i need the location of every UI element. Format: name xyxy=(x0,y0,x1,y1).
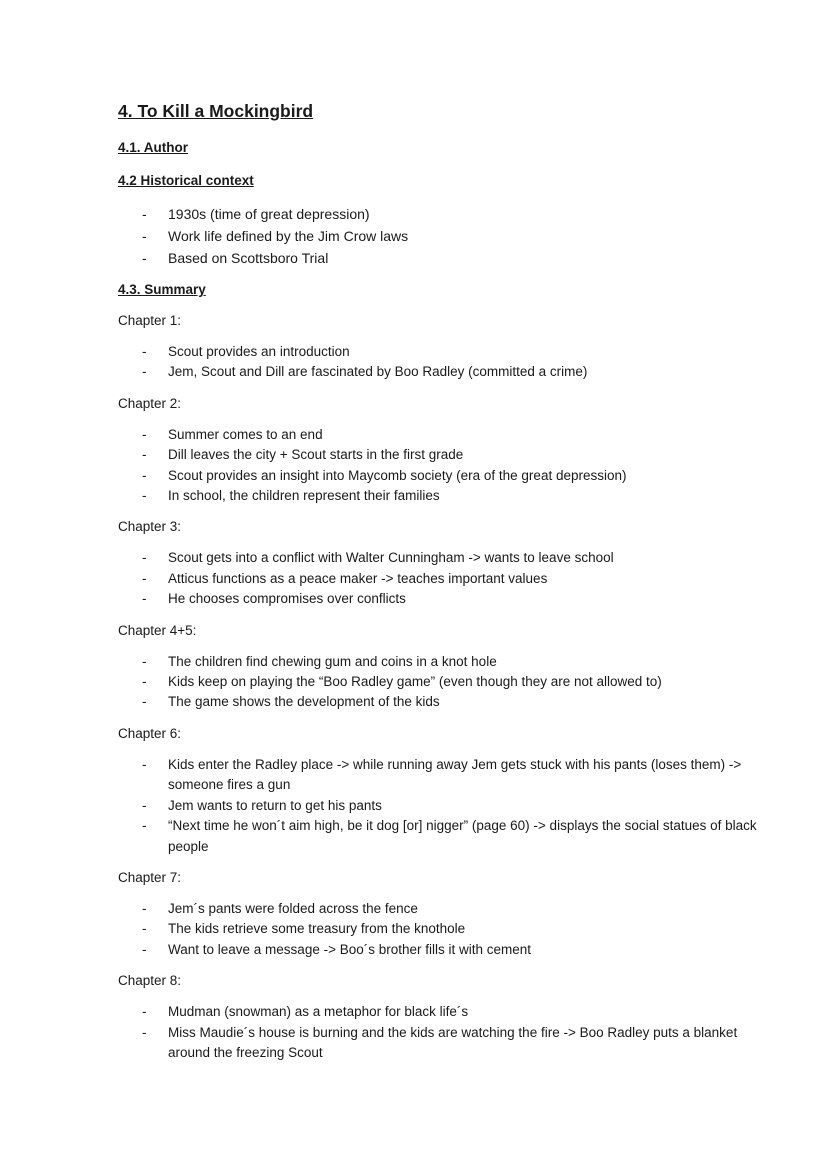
chapter-list xyxy=(118,755,768,857)
list-item: - Summer comes to an end xyxy=(118,425,768,445)
list-item: - 1930s (time of great depression) xyxy=(118,203,768,225)
list-item: - Dill leaves the city + Scout starts in the first grade xyxy=(118,445,768,465)
list-item: - Work life defined by the Jim Crow laws xyxy=(118,225,768,247)
list-item: - Jem wants to return to get his pants xyxy=(118,796,768,816)
chapter-heading: Chapter 3: xyxy=(118,519,182,535)
list-item: - Miss Maudie´s house is burning and the kids are watching the fire -> Boo Radley puts a blanket around the freezing Scout xyxy=(118,1023,768,1064)
chapter-list xyxy=(118,652,768,713)
chapter-heading: Chapter 2: xyxy=(118,395,182,411)
list-item: - Scout provides an insight into Maycomb society (era of the great depression) xyxy=(118,466,768,486)
list-item: - The kids retrieve some treasury from the knothole xyxy=(118,919,768,939)
list-item: - Scout gets into a conflict with Walter Cunningham -> wants to leave school xyxy=(118,548,768,568)
list-item: - Mudman (snowman) as a metaphor for black life´s xyxy=(118,1002,768,1022)
section-heading-historical-context: 4.2 Historical context xyxy=(118,173,254,188)
list-item: - Based on Scottsboro Trial xyxy=(118,247,768,269)
chapter-block xyxy=(118,517,768,609)
list-item: - He chooses compromises over conflicts xyxy=(118,589,768,609)
list-item: - Jem´s pants were folded across the fence xyxy=(118,899,768,919)
chapter-heading: Chapter 6: xyxy=(118,725,182,741)
section-heading-author: 4.1. Author xyxy=(118,140,189,155)
chapter-list xyxy=(118,342,768,383)
chapter-list xyxy=(118,425,768,507)
document-body xyxy=(118,98,768,1074)
list-item: - The children find chewing gum and coins in a knot hole xyxy=(118,652,768,672)
list-item: - Want to leave a message -> Boo´s brother fills it with cement xyxy=(118,940,768,960)
chapter-block xyxy=(118,971,768,1063)
list-item: - Jem, Scout and Dill are fascinated by Boo Radley (committed a crime) xyxy=(118,362,768,382)
chapter-block xyxy=(118,311,768,383)
chapter-heading: Chapter 4+5: xyxy=(118,622,197,638)
chapter-list xyxy=(118,899,768,960)
chapter-heading: Chapter 8: xyxy=(118,973,182,989)
chapter-heading: Chapter 1: xyxy=(118,313,182,328)
chapter-block xyxy=(118,394,768,507)
list-item: - Kids keep on playing the “Boo Radley game” (even though they are not allowed to) xyxy=(118,672,768,692)
document-title: 4. To Kill a Mockingbird xyxy=(118,101,314,121)
list-item: - “Next time he won´t aim high, be it dog [or] nigger” (page 60) -> displays the social statues of black people xyxy=(118,816,768,857)
chapter-block xyxy=(118,621,768,713)
chapter-heading: Chapter 7: xyxy=(118,869,182,885)
list-item: - Kids enter the Radley place -> while running away Jem gets stuck with his pants (loses them) -> someone fires a gun xyxy=(118,755,768,796)
list-item: - Atticus functions as a peace maker -> teaches important values xyxy=(118,569,768,589)
chapter-list xyxy=(118,548,768,609)
historical-context-list xyxy=(118,203,768,269)
list-item: - Scout provides an introduction xyxy=(118,342,768,362)
chapter-block xyxy=(118,724,768,857)
chapter-block xyxy=(118,868,768,960)
list-item: - The game shows the development of the kids xyxy=(118,692,768,712)
section-heading-summary: 4.3. Summary xyxy=(118,282,206,297)
list-item: - In school, the children represent their families xyxy=(118,486,768,506)
chapter-list xyxy=(118,1002,768,1063)
